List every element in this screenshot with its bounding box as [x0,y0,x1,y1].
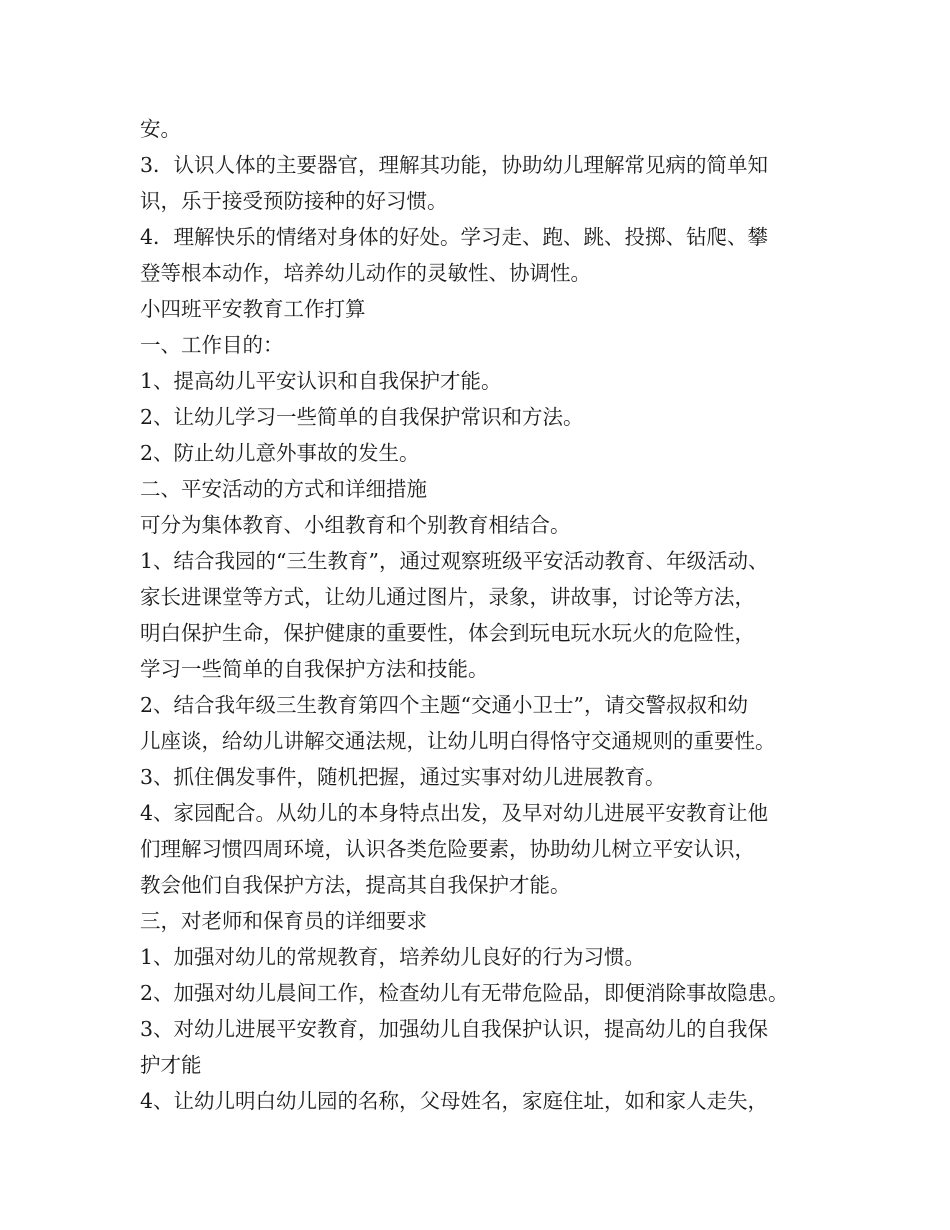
text-line: 们理解习惯四周环境，认识各类危险要素，协助幼儿树立平安认识， [140,837,755,861]
text-line: 识，乐于接受预防接种的好习惯。 [140,189,448,213]
text-line: 1、提高幼儿平安认识和自我保护才能。 [140,369,502,393]
text-line: 1、加强对幼儿的常规教育，培养幼儿良好的行为习惯。 [140,945,646,969]
text-line: 儿座谈，给幼儿讲解交通法规，让幼儿明白得恪守交通规则的重要性。 [140,729,776,753]
text-line: 学习一些简单的自我保护方法和技能。 [140,657,489,681]
text-line: 教会他们自我保护方法，提高其自我保护才能。 [140,873,571,897]
text-line: 3．认识人体的主要器官，理解其功能，协助幼儿理解常见病的简单知 [140,153,769,177]
text-line: 4．理解快乐的情绪对身体的好处。学习走、跑、跳、投掷、钻爬、攀 [140,225,769,249]
section-heading: 三，对老师和保育员的详细要求 [140,909,427,933]
text-line: 明白保护生命，保护健康的重要性，体会到玩电玩水玩火的危险性， [140,621,755,645]
text-line: 2、防止幼儿意外事故的发生。 [140,441,420,465]
text-line: 家长进课堂等方式，让幼儿通过图片，录象，讲故事，讨论等方法， [140,585,755,609]
text-line: 4、让幼儿明白幼儿园的名称，父母姓名，家庭住址，如和家人走失， [140,1089,769,1113]
text-line: 护才能 [140,1053,202,1077]
section-heading: 二、平安活动的方式和详细措施 [140,477,427,501]
section-heading: 小四班平安教育工作打算 [140,297,366,321]
text-line: 2、加强对幼儿晨间工作，检查幼儿有无带危险品，即便消除事故隐患。 [140,981,789,1005]
text-line: 可分为集体教育、小组教育和个别教育相结合。 [140,513,571,537]
text-line: 3、对幼儿进展平安教育，加强幼儿自我保护认识，提高幼儿的自我保 [140,1017,769,1041]
text-line: 登等根本动作，培养幼儿动作的灵敏性、协调性。 [140,261,591,285]
text-line: 4、家园配合。从幼儿的本身特点出发，及早对幼儿进展平安教育让他 [140,801,769,825]
text-line: 安。 [140,117,181,141]
section-heading: 一、工作目的： [140,333,284,357]
document-body [140,111,840,1119]
text-line: 2、结合我年级三生教育第四个主题“交通小卫士”，请交警叔叔和幼 [140,693,749,717]
text-line: 3、抓住偶发事件，随机把握，通过实事对幼儿进展教育。 [140,765,666,789]
text-line: 1、结合我园的“三生教育”，通过观察班级平安活动教育、年级活动、 [140,549,769,573]
text-line: 2、让幼儿学习一些简单的自我保护常识和方法。 [140,405,584,429]
